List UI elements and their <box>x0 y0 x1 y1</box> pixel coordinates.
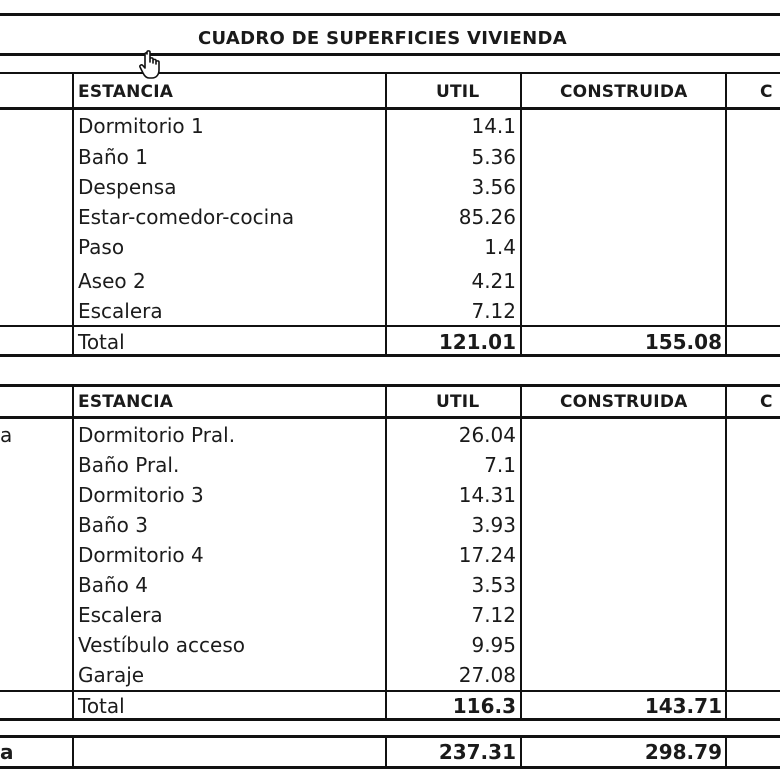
hand-pointer-icon <box>138 50 164 80</box>
title-top-border <box>0 13 780 16</box>
room-name: Escalera <box>78 603 163 627</box>
section2-col-divider <box>725 384 727 721</box>
room-name: Dormitorio Pral. <box>78 423 236 447</box>
table-title: CUADRO DE SUPERFICIES VIVIENDA <box>198 28 567 49</box>
room-util: 9.95 <box>471 633 516 657</box>
title-bottom-border <box>0 53 780 56</box>
section2-left-label: a <box>0 423 13 447</box>
grand-total-col-divider <box>520 735 522 769</box>
section2-col-divider <box>385 384 387 721</box>
total-util: 121.01 <box>438 330 516 354</box>
room-util: 7.12 <box>471 603 516 627</box>
room-util: 3.53 <box>471 573 516 597</box>
section1-total-border <box>0 325 780 327</box>
room-util: 3.93 <box>471 513 516 537</box>
room-util: 3.56 <box>471 175 516 199</box>
room-util: 27.08 <box>458 663 516 687</box>
room-util: 14.1 <box>471 114 516 138</box>
header-clipped: C <box>760 392 773 412</box>
header-clipped: C <box>760 82 773 102</box>
room-name: Estar-comedor-cocina <box>78 205 295 229</box>
room-util: 1.4 <box>484 235 516 259</box>
section1-col-divider <box>385 72 387 357</box>
room-util: 4.21 <box>471 269 516 293</box>
header-estancia: ESTANCIA <box>78 392 174 412</box>
grand-total-col-divider <box>385 735 387 769</box>
section1-bottom-border <box>0 354 780 357</box>
room-util: 7.1 <box>484 453 516 477</box>
header-construida: CONSTRUIDA <box>560 392 688 412</box>
grand-total-col-divider <box>72 735 74 769</box>
total-util: 116.3 <box>452 694 516 718</box>
grand-total-col-divider <box>725 735 727 769</box>
section1-col-divider <box>72 72 74 357</box>
total-label: Total <box>78 694 125 718</box>
section1-col-divider <box>520 72 522 357</box>
section2-header-border <box>0 416 780 419</box>
grand-total-util: 237.31 <box>438 740 516 764</box>
room-name: Paso <box>78 235 125 259</box>
header-construida: CONSTRUIDA <box>560 82 688 102</box>
room-name: Dormitorio 3 <box>78 483 204 507</box>
room-util: 5.36 <box>471 145 516 169</box>
section1-header-border <box>0 107 780 110</box>
section1-col-divider <box>725 72 727 357</box>
header-estancia: ESTANCIA <box>78 82 174 102</box>
room-name: Aseo 2 <box>78 269 146 293</box>
room-name: Baño 1 <box>78 145 148 169</box>
total-label: Total <box>78 330 125 354</box>
room-util: 14.31 <box>458 483 516 507</box>
section2-col-divider <box>72 384 74 721</box>
section2-total-border <box>0 690 780 692</box>
section2-top-border <box>0 384 780 387</box>
room-util: 85.26 <box>458 205 516 229</box>
room-name: Dormitorio 4 <box>78 543 204 567</box>
section2-bottom-border <box>0 718 780 721</box>
room-name: Despensa <box>78 175 177 199</box>
room-name: Escalera <box>78 299 163 323</box>
grand-total-left-label: a <box>0 740 14 764</box>
grand-total-top-border <box>0 735 780 738</box>
total-construida: 155.08 <box>644 330 722 354</box>
room-name: Baño 4 <box>78 573 148 597</box>
section2-col-divider <box>520 384 522 721</box>
section1-top-border <box>0 72 780 74</box>
room-util: 7.12 <box>471 299 516 323</box>
room-name: Baño 3 <box>78 513 148 537</box>
header-util: UTIL <box>436 392 480 412</box>
total-construida: 143.71 <box>644 694 722 718</box>
grand-total-construida: 298.79 <box>644 740 722 764</box>
header-util: UTIL <box>436 82 480 102</box>
room-name: Baño Pral. <box>78 453 180 477</box>
grand-total-bottom-border <box>0 766 780 769</box>
room-util: 26.04 <box>458 423 516 447</box>
room-name: Garaje <box>78 663 145 687</box>
room-name: Dormitorio 1 <box>78 114 204 138</box>
room-util: 17.24 <box>458 543 516 567</box>
room-name: Vestíbulo acceso <box>78 633 245 657</box>
